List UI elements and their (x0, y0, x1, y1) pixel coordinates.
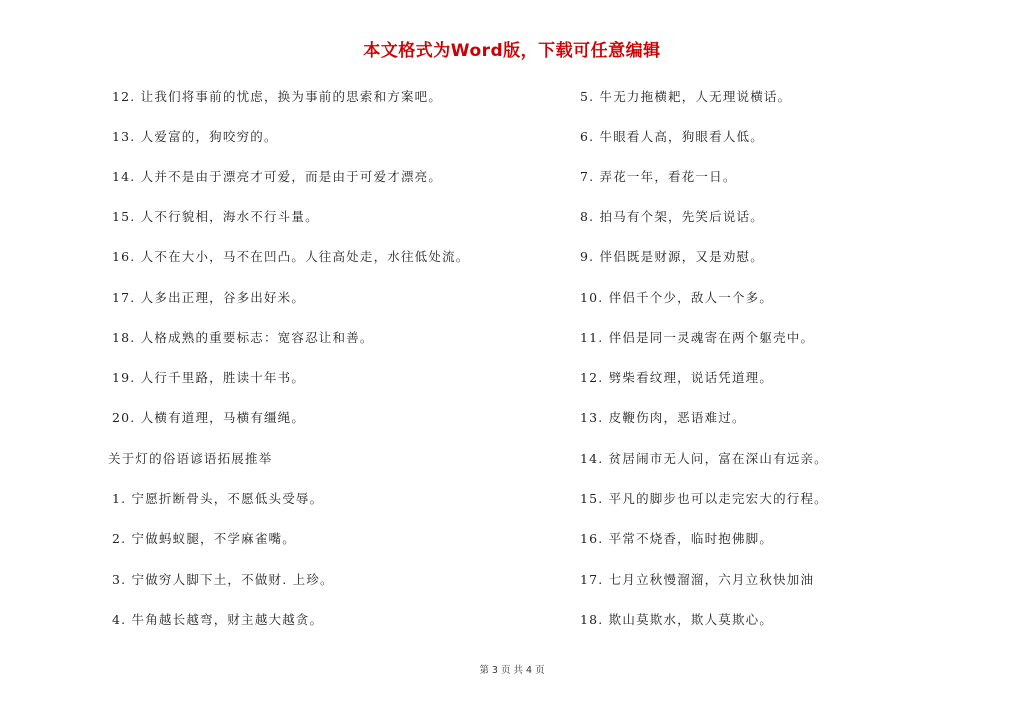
page-number-footer: 第 3 页 共 4 页 (479, 665, 545, 676)
item-text: 宁做蚂蚁腿，不学麻雀嘴。 (131, 531, 296, 546)
item-number: 5. (580, 89, 595, 104)
section-heading: 关于灯的俗语谚语拓展推举 (108, 451, 273, 466)
list-item (580, 207, 764, 225)
item-text: 贫居闹市无人问，富在深山有远亲。 (608, 451, 828, 466)
list-item (112, 207, 319, 225)
item-text: 拍马有个架，先笑后说话。 (599, 209, 764, 224)
item-text: 人行千里路，胜读十年书。 (140, 370, 306, 385)
item-number: 15. (112, 209, 136, 224)
list-item (112, 570, 334, 588)
item-text: 劈柴看纹理，说话凭道理。 (608, 370, 774, 385)
item-text: 宁愿折断骨头，不愿低头受辱。 (131, 491, 324, 506)
item-number: 12. (580, 370, 604, 385)
list-item (580, 570, 814, 588)
list-item (112, 127, 278, 145)
list-item (580, 449, 828, 467)
item-text: 人格成熟的重要标志：宽容忍让和善。 (140, 330, 374, 345)
document-banner: 本文格式为Word版，下载可任意编辑 (363, 41, 661, 61)
list-item (580, 368, 773, 386)
list-item (580, 127, 764, 145)
item-text: 伴侣既是财源，又是劝慰。 (599, 249, 764, 264)
item-number: 2. (112, 531, 127, 546)
item-text: 人并不是由于漂亮才可爱，而是由于可爱才漂亮。 (140, 169, 443, 184)
item-number: 3. (112, 572, 127, 587)
item-number: 18. (112, 330, 136, 345)
item-number: 11. (580, 330, 604, 345)
list-item (580, 408, 746, 426)
list-item (112, 87, 442, 105)
item-text: 七月立秋慢溜溜，六月立秋快加油 (608, 572, 815, 587)
item-number: 17. (112, 290, 136, 305)
list-item (112, 288, 305, 306)
item-number: 1. (112, 491, 127, 506)
item-number: 8. (580, 209, 595, 224)
item-text: 伴侣千个少，敌人一个多。 (608, 290, 774, 305)
item-text: 人不行貌相，海水不行斗量。 (140, 209, 319, 224)
item-text: 人多出正理，谷多出好米。 (140, 290, 306, 305)
item-number: 17. (580, 572, 604, 587)
item-text: 牛无力拖横耙，人无理说横话。 (599, 89, 792, 104)
item-text: 让我们将事前的忧虑，换为事前的思索和方案吧。 (140, 89, 443, 104)
item-number: 15. (580, 491, 604, 506)
item-text: 牛角越长越弯，财主越大越贪。 (131, 612, 324, 627)
list-item (112, 368, 305, 386)
list-item (112, 247, 469, 265)
item-text: 弄花一年，看花一日。 (599, 169, 737, 184)
item-text: 牛眼看人高，狗眼看人低。 (599, 129, 764, 144)
item-number: 19. (112, 370, 136, 385)
list-item (580, 288, 773, 306)
item-number: 16. (580, 531, 604, 546)
list-item (580, 489, 828, 507)
list-item (112, 529, 296, 547)
item-text: 人不在大小，马不在凹凸。人往高处走，水往低处流。 (140, 249, 470, 264)
list-item (580, 328, 814, 346)
item-number: 13. (112, 129, 136, 144)
item-text: 欺山莫欺水，欺人莫欺心。 (608, 612, 774, 627)
item-number: 7. (580, 169, 595, 184)
item-number: 9. (580, 249, 595, 264)
item-number: 12. (112, 89, 136, 104)
item-text: 皮鞭伤肉，恶语难过。 (608, 410, 746, 425)
list-item (580, 247, 764, 265)
item-number: 18. (580, 612, 604, 627)
item-text: 平常不烧香，临时抱佛脚。 (608, 531, 774, 546)
item-number: 13. (580, 410, 604, 425)
item-text: 伴侣是同一灵魂寄在两个躯壳中。 (608, 330, 815, 345)
item-text: 宁做穷人脚下土，不做财. 上珍。 (131, 572, 334, 587)
list-item (112, 328, 374, 346)
list-item (580, 167, 737, 185)
list-item (112, 167, 442, 185)
list-item (112, 610, 323, 628)
list-item (112, 489, 323, 507)
item-number: 20. (112, 410, 136, 425)
list-item (112, 408, 305, 426)
item-text: 人横有道理，马横有缰绳。 (140, 410, 306, 425)
item-number: 6. (580, 129, 595, 144)
item-text: 人爱富的，狗咬穷的。 (140, 129, 278, 144)
item-number: 14. (112, 169, 136, 184)
item-number: 14. (580, 451, 604, 466)
item-number: 10. (580, 290, 604, 305)
list-item (580, 87, 791, 105)
list-item (580, 610, 773, 628)
item-text: 平凡的脚步也可以走完宏大的行程。 (608, 491, 828, 506)
item-number: 4. (112, 612, 127, 627)
list-item (580, 529, 773, 547)
item-number: 16. (112, 249, 136, 264)
